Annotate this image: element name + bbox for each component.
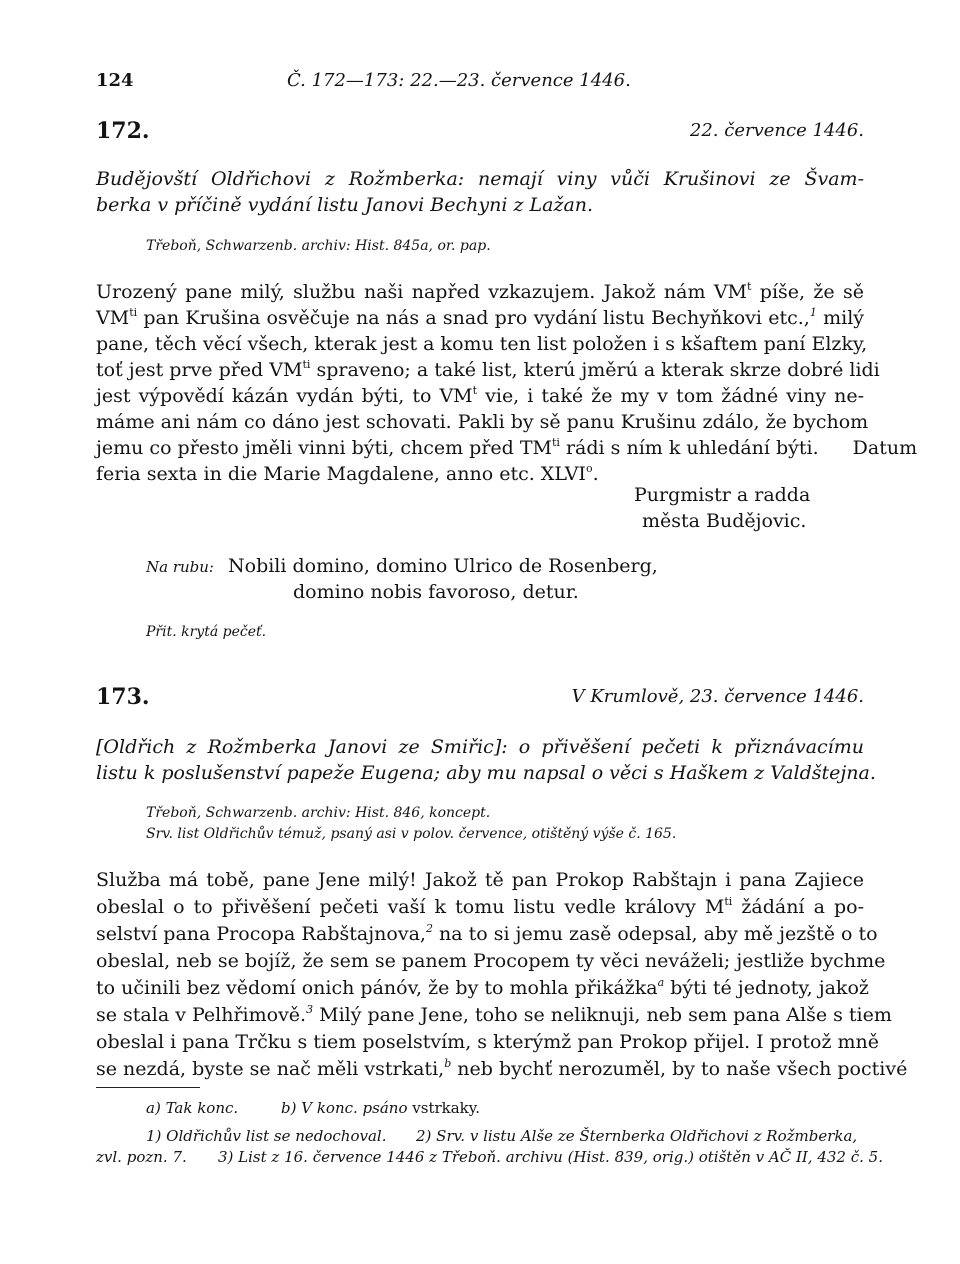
doc-172-signature-line: Purgmistr a radda <box>634 484 811 506</box>
doc-173-text-line: Služba má tobě, pane Jene milý! Jakož tě pan Prokop Rabštajn i pana Zajiece <box>96 869 864 891</box>
doc-173-text-line: se nezdá, byste se nač měli vstrkati,$^b$ neb bychť nerozuměl, by to naše všech poctivé <box>96 1056 908 1080</box>
doc-173-regest-line: listu k poslušenství papeže Eugena; aby mu napsal o věci s Haškem z Valdštejna. <box>96 762 876 784</box>
doc-172-text-line: toť jest prve před $VM^{ti}$ spraveno; a také list, kterú jměrú a kterak skrze dobré lidi <box>96 357 880 381</box>
doc-173-cross-ref: Srv. list Oldřichův témuž, psaný asi v polov. července, otištěný výše č. 165. <box>146 826 677 842</box>
doc-173-text-line: se stala v Pelhřimově.$^3$ Milý pane Jene, toho se neliknuji, neb sem pana Alše s tiem <box>96 1002 892 1026</box>
footnote-rule <box>96 1087 200 1088</box>
doc-172-text-line: máme ani nám co dáno jest schovati. Pakli by sě panu Krušinu zdálo, že bychom <box>96 411 869 433</box>
doc-172-text-line: jest výpovědí kázán vydán býti, to $VM^t$ vie, i také že my v tom žádné viny ne- <box>96 383 865 407</box>
doc-172-seal-note: Přit. krytá pečeť. <box>146 624 267 640</box>
doc-173-text-line: obeslal, neb se bojíž, že sem se panem Procopem ty věci neváželi; jestliže bychme <box>96 950 886 972</box>
page-number: 124 <box>96 70 134 91</box>
doc-172-address-line: Nobili domino, domino Ulrico de Rosenberg, <box>228 555 658 577</box>
doc-172-text-line: jemu co přesto jměli vinni býti, chcem před $TM^{ti}$ rádi s ním k uhledání býti. Datum <box>96 435 918 459</box>
doc-173-number: 173. <box>96 684 150 710</box>
doc-172-regest-line: Budějovští Oldřichovi z Rožmberka: nemají viny vůči Krušinovi ze Švam- <box>96 168 864 190</box>
doc-173-regest-line: [Oldřich z Rožmberka Janovi ze Smiřic]: o přivěšení pečeti k přiznávacímu <box>96 736 864 758</box>
doc-172-text-line: $VM^{ti}$ pan Krušina osvěčuje na nás a snad pro vydání listu Bechyňkovi etc.,$^1$ milý <box>96 305 865 329</box>
doc-172-date: 22. července 1446. <box>689 120 864 141</box>
doc-173-source: Třeboň, Schwarzenb. archiv: Hist. 846, koncept. <box>146 805 491 821</box>
footnote-2-continuation: zvl. pozn. 7. <box>96 1148 187 1166</box>
doc-172-address-label: Na rubu: <box>146 558 214 576</box>
doc-173-date: V Krumlově, 23. července 1446. <box>571 686 864 707</box>
running-title: Č. 172—173: 22.—23. července 1446. <box>287 70 631 91</box>
footnote-1: 1) Oldřichův list se nedochoval. <box>146 1127 387 1145</box>
doc-172-address-line: domino nobis favoroso, detur. <box>293 581 579 603</box>
doc-172-text-line: feria sexta in die Marie Magdalene, anno etc. XLVI$^o$. <box>96 461 599 485</box>
footnote-b: b) V konc. psáno vstrkaky. <box>281 1099 481 1117</box>
footnote-a: a) Tak konc. <box>146 1099 239 1117</box>
doc-173-text-line: obeslal o to přivěšení pečeti vaší k tomu listu vedle královy $M^{ti}$ žádání a po- <box>96 894 865 918</box>
doc-172-source: Třeboň, Schwarzenb. archiv: Hist. 845a, or. pap. <box>146 238 491 254</box>
doc-173-text-line: selství pana Procopa Rabštajnova,$^2$ na to si jemu zasě odepsal, aby mě jezště o to <box>96 921 878 945</box>
doc-172-number: 172. <box>96 118 150 144</box>
doc-172-text-line: Urozený pane milý, službu naši napřed vzkazujem. Jakož nám $VM^t$ píše, že sě <box>96 279 864 303</box>
doc-172-text-line: pane, těch věcí všech, kterak jest a komu ten list položen i s kšaftem paní Elzky, <box>96 333 868 355</box>
doc-173-text-line: obeslal i pana Trčku s tiem poselstvím, s kterýmž pan Prokop přijel. I protož mně <box>96 1031 880 1053</box>
doc-172-regest-line: berka v příčině vydání listu Janovi Bechyni z Lažan. <box>96 194 594 216</box>
footnote-3: 3) List z 16. července 1446 z Třeboň. archivu (Hist. 839, orig.) otištěn v AČ II, 432 č. 5. <box>218 1148 883 1166</box>
footnote-2: 2) Srv. v listu Alše ze Šternberka Oldřichovi z Rožmberka, <box>416 1127 858 1145</box>
doc-173-text-line: to učinili bez vědomí onich pánóv, že by to mohla přikážka$^a$ býti té jednoty, jakož <box>96 975 869 999</box>
doc-172-signature-line: města Budějovic. <box>642 510 807 532</box>
